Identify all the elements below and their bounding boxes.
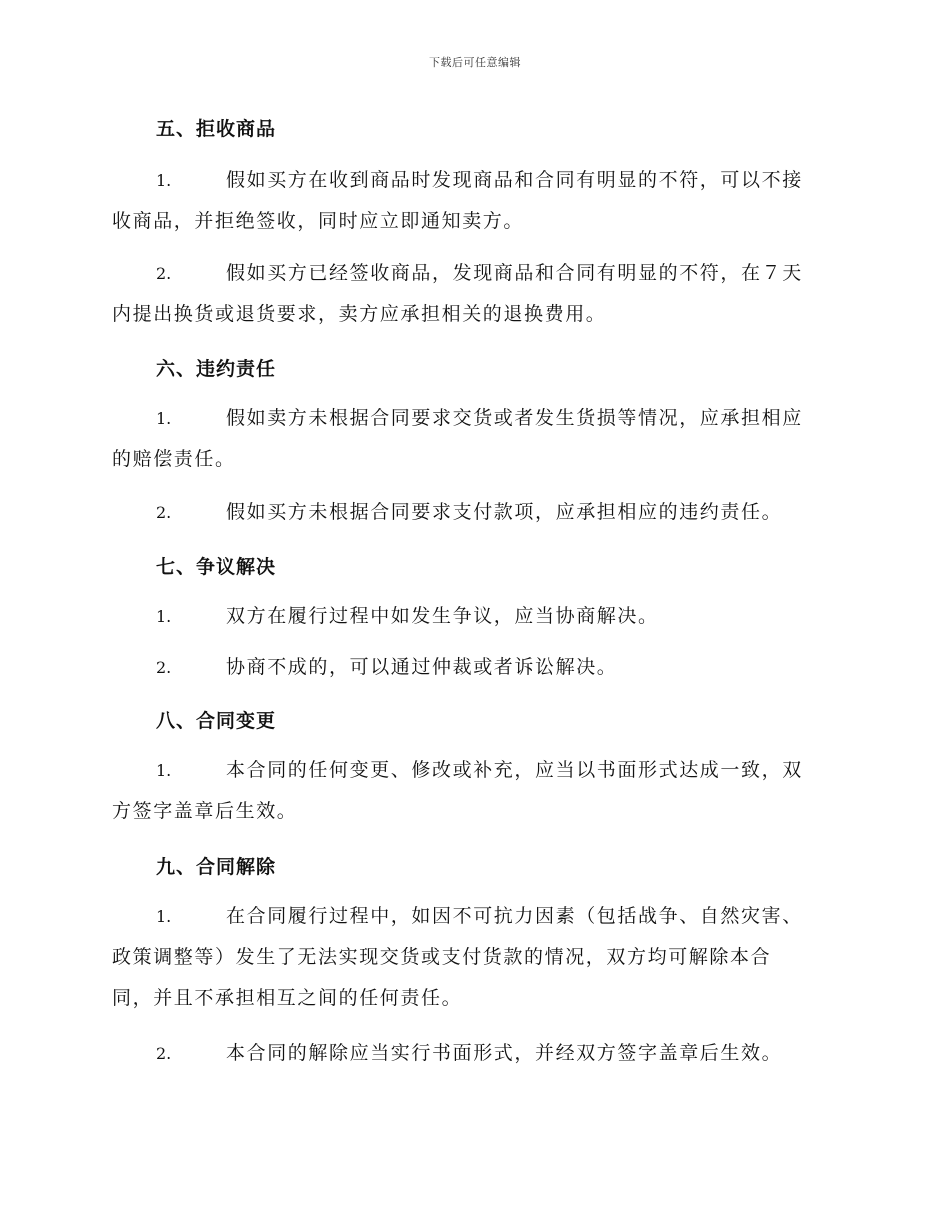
clause-text: 本合同的任何变更、修改或补充，应当以书面形式达成一致，双	[226, 759, 803, 781]
clause	[112, 750, 832, 832]
clause-number: 1.	[156, 907, 172, 926]
clause-text: 的赔偿责任。	[112, 448, 236, 470]
section-heading: 五、拒收商品	[156, 118, 277, 140]
clause-number: 1.	[156, 409, 172, 428]
clause	[112, 896, 832, 1019]
clause-text: 协商不成的，可以通过仲裁或者诉讼解决。	[226, 656, 618, 678]
clause	[112, 398, 832, 480]
clause-text: 方签字盖章后生效。	[112, 800, 298, 822]
clause-text: 双方在履行过程中如发生争议，应当协商解决。	[226, 605, 659, 627]
clause-text: 假如买方未根据合同要求支付款项，应承担相应的违约责任。	[226, 501, 783, 523]
section-heading: 九、合同解除	[156, 856, 277, 878]
clause-text: 收商品，并拒绝签收，同时应立即通知卖方。	[112, 210, 525, 232]
clause	[112, 596, 832, 637]
clause-number: 1.	[156, 761, 172, 780]
clause-text: 假如买方已经签收商品，发现商品和合同有明显的不符，在７天	[226, 262, 803, 284]
clause	[112, 1033, 832, 1074]
clause-text: 本合同的解除应当实行书面形式，并经双方签字盖章后生效。	[226, 1042, 783, 1064]
clause-number: 1.	[156, 171, 172, 190]
clause-text: 假如买方在收到商品时发现商品和合同有明显的不符，可以不接	[226, 169, 803, 191]
page-header: 下载后可任意编辑	[429, 56, 521, 69]
section-heading: 六、违约责任	[156, 358, 277, 380]
clause-number: 2.	[156, 264, 172, 283]
clause-text: 同，并且不承担相互之间的任何责任。	[112, 987, 463, 1009]
clause-text: 在合同履行过程中，如因不可抗力因素（包括战争、自然灾害、	[226, 905, 803, 927]
section-heading: 七、争议解决	[156, 556, 277, 578]
clause	[112, 647, 832, 688]
section-heading: 八、合同变更	[156, 710, 277, 732]
clause-number: 1.	[156, 607, 172, 626]
clause-number: 2.	[156, 503, 172, 522]
clause	[112, 492, 832, 533]
clause-text: 内提出换货或退货要求，卖方应承担相关的退换费用。	[112, 303, 607, 325]
clause-number: 2.	[156, 658, 172, 677]
clause	[112, 253, 832, 335]
clause-number: 2.	[156, 1044, 172, 1063]
clause-text: 假如卖方未根据合同要求交货或者发生货损等情况，应承担相应	[226, 407, 803, 429]
clause-text: 政策调整等）发生了无法实现交货或支付货款的情况，双方均可解除本合	[112, 946, 772, 968]
clause	[112, 160, 832, 242]
